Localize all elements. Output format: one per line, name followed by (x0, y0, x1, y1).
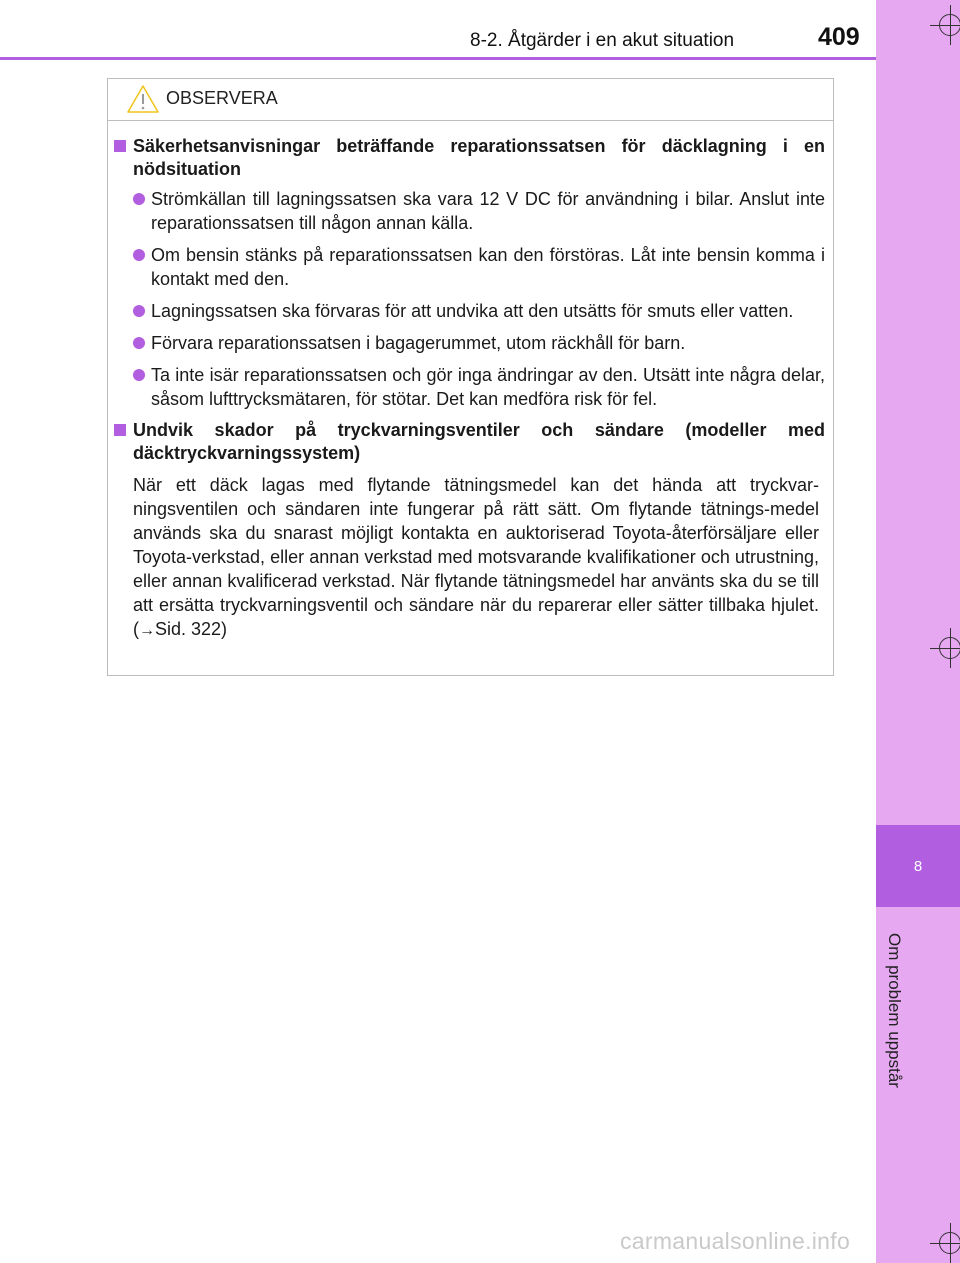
list-item-text: Om bensin stänks på reparationssatsen kan den förstöras. Låt inte bensin komma i kontakt med den. (151, 245, 825, 289)
list-item-text: Ta inte isär reparationssatsen och gör inga ändringar av den. Utsätt inte några delar, såsom lufttrycksmätaren, för stötar. Det kan medföra risk för fel. (151, 365, 825, 409)
list-item (133, 299, 825, 323)
paragraph-text: När ett däck lagas med flytande tätningsmedel kan det hända att tryckvar-ningsventilen och sändaren inte fungerar på rätt sätt. Om flytande tätnings-medel används ska du snarast möjligt kontakta en auktoriserad Toyota-återförsäljare eller Toyota-verkstad, eller annan verkstad med motsvarande kvalifikationer och utrustning, eller annan kvalificerad verkstad. När flytande tätningsmedel har använts ska du se till att ersätta tryckvarningsventil och sändare när du reparerar eller sätter tillbaka hjulet. ( (133, 475, 819, 639)
caution-label: OBSERVERA (166, 88, 278, 108)
square-bullet-icon (114, 140, 126, 152)
caution-content (108, 121, 833, 643)
list-item-text: Strömkällan till lagningssatsen ska vara 12 V DC för användning i bilar. Anslut inte reparationssatsen till någon annan källa. (151, 189, 825, 233)
round-bullet-icon (133, 337, 145, 349)
chapter-number-box (876, 825, 960, 907)
registration-mark-icon (939, 14, 960, 36)
arrow-right-icon: → (139, 622, 155, 639)
caution-box (107, 78, 834, 676)
list-item-text: Förvara reparationssatsen i bagagerummet, utom räckhåll för barn. (151, 333, 686, 353)
page-reference-link[interactable]: Sid. 322) (155, 619, 228, 639)
list-item (133, 243, 825, 291)
round-bullet-icon (133, 305, 145, 317)
chapter-number: 8 (913, 857, 923, 875)
section-heading (114, 419, 825, 465)
section-heading (114, 135, 825, 181)
heading-text: Säkerhetsanvisningar beträffande reparationssatsen för däcklagning i en nödsituation (133, 136, 825, 179)
round-bullet-icon (133, 193, 145, 205)
warning-triangle-icon (126, 84, 160, 114)
registration-mark-icon (939, 1232, 960, 1254)
list-item-text: Lagningssatsen ska förvaras för att undvika att den utsätts för smuts eller vatten. (151, 301, 794, 321)
watermark: carmanualsonline.info (620, 1228, 851, 1254)
list-item (133, 187, 825, 235)
list-item (133, 331, 825, 355)
heading-text: Undvik skador på tryckvarningsventiler och sändare (modeller med däcktryckvarningssystem) (133, 420, 825, 463)
round-bullet-icon (133, 369, 145, 381)
registration-mark-icon (939, 637, 960, 659)
caution-header (108, 79, 833, 121)
section-paragraph (133, 473, 819, 643)
square-bullet-icon (114, 424, 126, 436)
chapter-side-label (874, 915, 914, 1105)
section-title: 8-2. Åtgärder i en akut situation (470, 30, 735, 51)
header-rule (0, 57, 876, 60)
round-bullet-icon (133, 249, 145, 261)
list-item (133, 363, 825, 411)
chapter-title: Om problem uppstår (885, 932, 904, 1088)
page-number: 409 (818, 23, 860, 51)
